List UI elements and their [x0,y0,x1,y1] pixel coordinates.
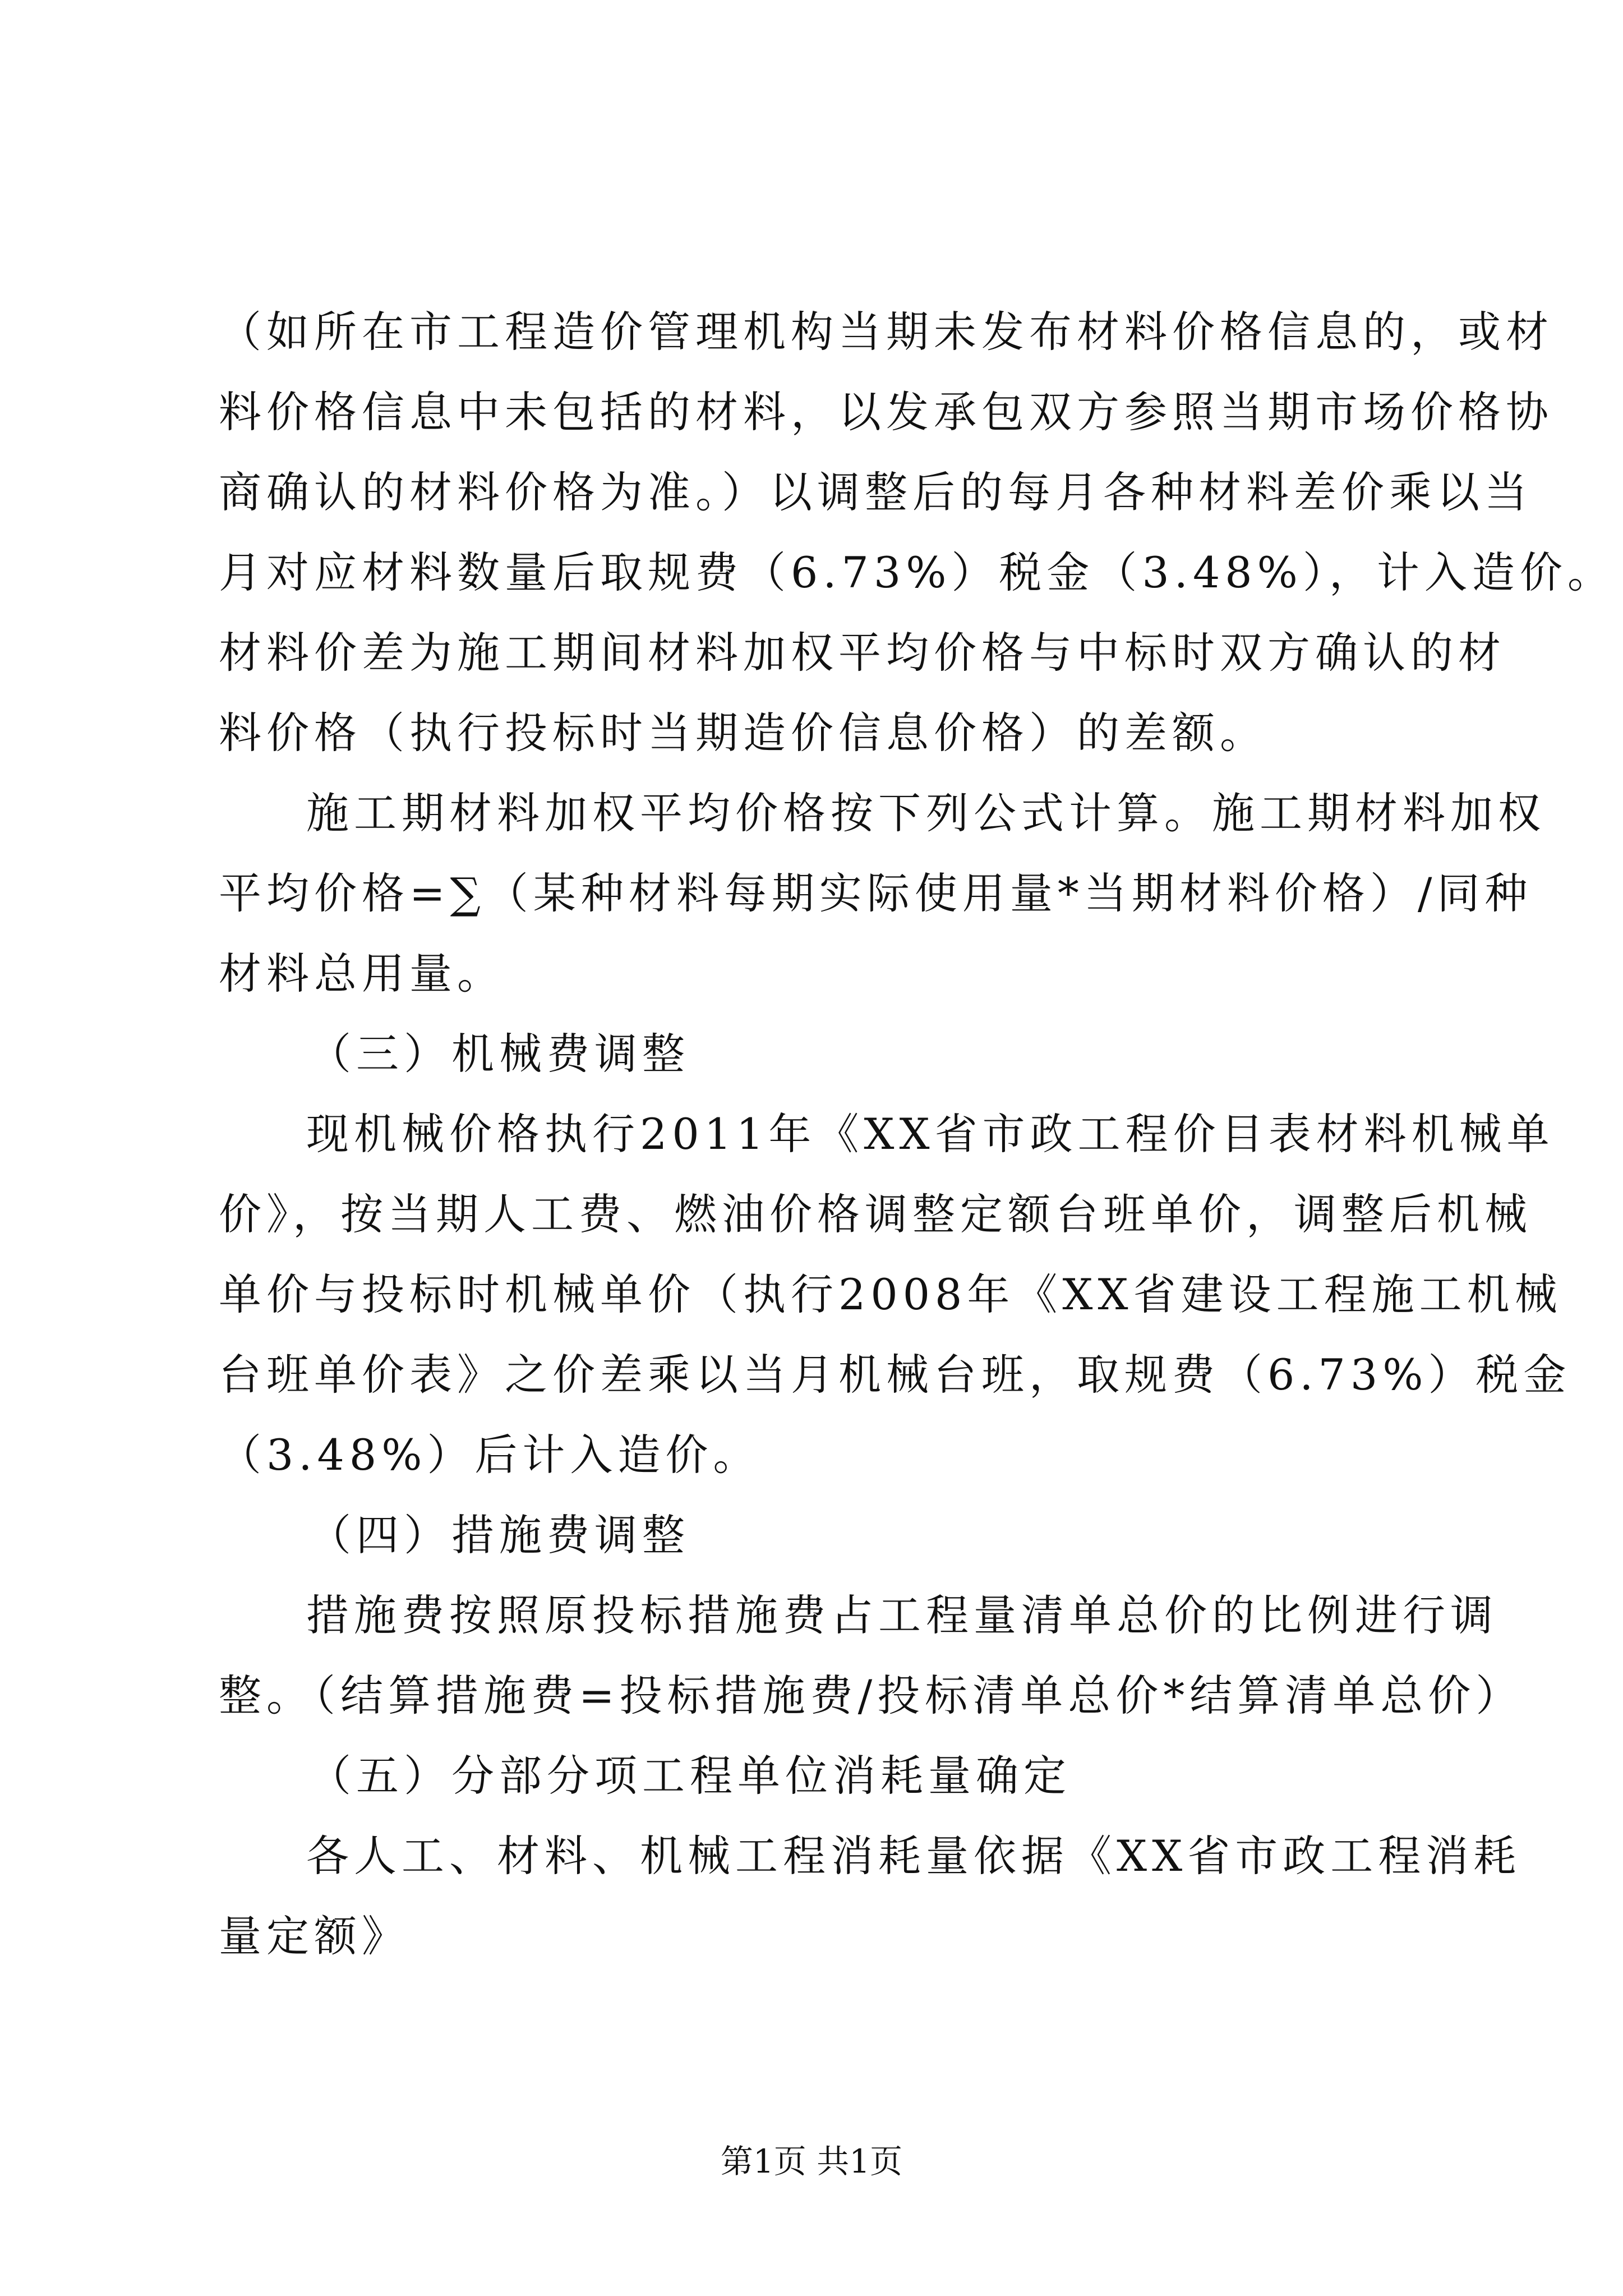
body-line: 料价格信息中未包括的材料，以发承包双方参照当期市场价格协 [219,387,1553,437]
body-line: 平均价格=∑（某种材料每期实际使用量*当期材料价格）/同种 [219,868,1533,918]
body-line: 各人工、材料、机械工程消耗量依据《XX省市政工程消耗 [306,1831,1521,1881]
body-line: 施工期材料加权平均价格按下列公式计算。施工期材料加权 [306,788,1546,838]
body-line: 商确认的材料价格为准。）以调整后的每月各种材料差价乘以当 [219,467,1532,517]
body-line: 材料价差为施工期间材料加权平均价格与中标时双方确认的材 [219,628,1506,678]
body-line: 措施费按照原投标措施费占工程量清单总价的比例进行调 [306,1590,1498,1640]
document-body [219,292,1615,1976]
body-line: 料价格（执行投标时当期造价信息价格）的差额。 [219,708,1267,758]
body-line: 价》，按当期人工费、燃油价格调整定额台班单价，调整后机械 [219,1189,1532,1239]
section-heading: （四）措施费调整 [308,1510,690,1560]
body-line: 月对应材料数量后取规费（6.73%）税金（3.48%），计入造价。 [219,547,1615,597]
body-line: （3.48%）后计入造价。 [219,1430,761,1480]
body-line: （如所在市工程造价管理机构当期未发布材料价格信息的，或材 [219,307,1553,357]
page-footer: 第1页 共1页 [720,2142,903,2180]
body-line: 台班单价表》之价差乘以当月机械台班，取规费（6.73%）税金 [219,1350,1571,1400]
body-line: 量定额》 [219,1911,409,1961]
body-line: 现机械价格执行2011年《XX省市政工程价目表材料机械单 [306,1109,1555,1159]
body-line: 单价与投标时机械单价（执行2008年《XX省建设工程施工机械 [219,1269,1562,1319]
section-heading: （五）分部分项工程单位消耗量确定 [308,1751,1071,1801]
body-line: 材料总用量。 [219,949,505,999]
section-heading: （三）机械费调整 [308,1029,690,1079]
body-line: 整。（结算措施费=投标措施费/投标清单总价*结算清单总价） [219,1671,1524,1720]
